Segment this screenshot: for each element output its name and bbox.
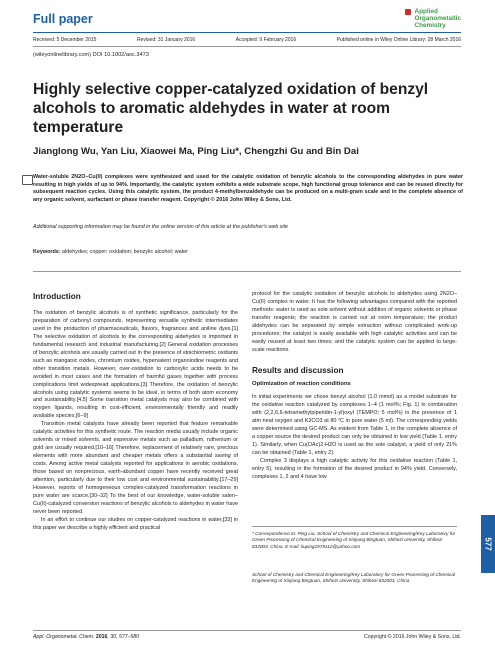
accepted-date: Accepted: 9 February 2016	[235, 37, 297, 43]
keywords-line	[33, 249, 188, 255]
abstract-icon	[22, 175, 33, 185]
affiliation-footnote: School of Chemistry and Chemical Engineering/Key Laboratory for Green Processing of Chemical Engineering of Xinjiang Bingtuan, Shihezi University, Shihezi 832003, China	[252, 572, 455, 584]
full-paper-label: Full paper	[33, 12, 93, 26]
footnote-divider	[252, 526, 457, 527]
protocol-paragraph: protocol for the catalytic oxidation of benzylic alcohols to aldehydes using 2N2O–Cu(II) complex in water. It has the following advantages compared with the reported methods: water is used as sole solvent without addition of organic solvents or phase transfer reagents; the reaction is carried out at room temperature; the product aldehydes can be separated by simple extraction without complicated work-up procedures; the catalyst is easily available with high catalytic activities and can be easily reused at least two times; and the catalytic system can be applied to large-scale reactions.	[252, 291, 457, 353]
header-divider	[33, 32, 461, 33]
brand-line-1: Applied	[414, 8, 438, 15]
supporting-info-note: Additional supporting information may be found in the online version of this article at the publisher's web site	[33, 224, 288, 230]
citation-year: 2016	[95, 634, 108, 640]
published-date: Published online in Wiley Online Library: 28 March 2016	[336, 37, 461, 43]
keywords-value: aldehydes; copper; oxidation; benzylic alcohol; water	[60, 249, 188, 255]
section-label	[33, 10, 93, 28]
keywords-label: Keywords:	[33, 249, 61, 255]
journal-brand	[414, 8, 461, 29]
page-number: 577	[483, 537, 493, 551]
results-heading: Results and discussion	[252, 366, 344, 375]
brand-logo-icon	[405, 9, 411, 15]
right-column-top	[252, 291, 457, 355]
left-column	[33, 310, 238, 533]
article-title: Highly selective copper-catalyzed oxidation of benzyl alcohols to aromatic aldehydes in water at room temperature	[33, 81, 429, 136]
brand-line-2: Organometallic	[414, 15, 461, 22]
revised-date: Revised: 31 January 2016	[137, 37, 196, 43]
journal-name: Appl. Organometal. Chem.	[33, 634, 95, 640]
citation-footer	[33, 634, 139, 640]
intro-paragraph-1: The oxidation of benzylic alcohols is of synthetic significance, particularly for the preparation of carbonyl compounds, representing versatile synthetic intermediates used in the production of pharmaceuticals, flavors, fragrances and aniline dyes.[1] The selective oxidation of alcohols to the corresponding aldehydes is important in fundamental research and industrial manufacturing.[2] General oxidation processes of benzylic alcohols are usually carried out in the presence of stoichiometric oxidants such as manganic oxides, chromium oxides, hypervalent organoiodine reagents and other transition metals. However, over-oxidation to carboxylic acids needs to be avoided in most cases and the formation of harmful gases together with process complications limit widespread applications.[3] Therefore, the oxidation of benzylic alcohols using catalytic systems seems to be ideal, in terms of both atom economy and sustainability.[4,5] Some transition metal catalysts may also be combined with oxygen ligands, resulting in cost-efficient, environmentally friendly and readily available species.[6–9]	[33, 310, 238, 420]
intro-paragraph-2: Transition metal catalysts have already been reported that feature remarkable catalytic activities for this synthetic route. The reaction media usually include organic solvents or mixed solvents, and expensive metals such as palladium, ruthenium or gold are usually required.[10–16] Therefore, replacement of relatively rare, precious elements with more abundant and cheaper metals offers a substantial saving of costs. Among active metal catalysts reported for applications in aerobic oxidations, those based on nonprecious, earth-abundant copper have recently received great attention, particularly due to their low cost and environmental sustainability.[17–29] However, reports of homogeneous complex-catalyzed transformation reactions in pure water are scarce.[30–32] To the best of our knowledge, water-soluble salen–Cu(II)-catalyzed conversion reactions of benzylic alcohols to aldehydes in water have never been reported.	[33, 421, 238, 515]
dates-divider	[33, 46, 461, 47]
results-paragraph-1: In initial experiments we chose benzyl alcohol (1.0 mmol) as a model substrate for the oxidative reaction catalyzed by complexes 1–4 (1 mol%; Fig. 1) in combination with (2,2,6,6-tetramethylpiperidin-1-yl)oxyl (TEMPO; 5 mol%) in the presence of 1 atm neat oxygen and K2CO3 at 80 °C in pure water (5 ml). The corresponding yields were determined using GC-MS. As evident from Table 1, in the complete absence of a copper source the desired product can only be obtained in low yield (Table 1, entry 1). Similarly, when Cu(OAc)2·H2O is used as the sole catalyst, a yield of only 21% can be obtained (Table 1, entry 2).	[252, 394, 457, 456]
intro-paragraph-3: In an effort to continue our studies on copper-catalyzed reactions in water,[33] in this paper we describe a highly efficient and practical	[33, 516, 238, 531]
introduction-heading: Introduction	[33, 292, 81, 301]
optimization-subheading: Optimization of reaction conditions	[252, 381, 351, 387]
received-date: Received: 5 December 2015	[33, 37, 97, 43]
article-dates	[33, 37, 461, 43]
doi-line: (wileyonlinelibrary.com) DOI 10.1002/aoc.3473	[33, 52, 149, 58]
copyright-footer: Copyright © 2016 John Wiley & Sons, Ltd.	[364, 634, 461, 640]
volume-pages: , 30, 577–580	[107, 634, 140, 640]
page-number-tab	[481, 515, 495, 573]
brand-line-3: Chemistry	[414, 22, 446, 29]
footer-divider	[33, 630, 461, 631]
right-column-results	[252, 394, 457, 481]
results-paragraph-2: Complex 3 displays a high catalytic activity for this oxidative reaction (Table 1, entry 5), resulting in the formation of the desired product in 94% yield. Conversely, complexes 1, 2 and 4 have low	[252, 457, 457, 480]
keywords-divider	[33, 271, 461, 272]
correspondence-footnote: * Correspondence to: Ping Liu, School of Chemistry and Chemical Engineering/Key Laboratory for Green Processing of Chemical Engineering of Xinjiang Bingtuan, Shihezi University, Shihezi 832003, China. E-mail: liuping1979112@yahoo.com	[252, 531, 456, 549]
abstract-text: Water-soluble 2N2O–Cu(II) complexes were synthesized and used for the catalytic oxidation of benzylic alcohols to the corresponding aldehydes in pure water resulting in high yields of up to 94%. Importantly, the catalytic system exhibits a wide substrate scope, high functional group tolerance and can be reused directly for subsequent reaction cycles. Using this catalytic system, the product 4-methylbenzaldehyde can be produced on a multi-gram scale and in the complete absence of any organic solvent, surfactant or phase transfer reagent. Copyright © 2016 John Wiley & Sons, Ltd.	[33, 174, 463, 203]
article-authors: Jianglong Wu, Yan Liu, Xiaowei Ma, Ping Liu*, Chengzhi Gu and Bin Dai	[33, 146, 359, 157]
